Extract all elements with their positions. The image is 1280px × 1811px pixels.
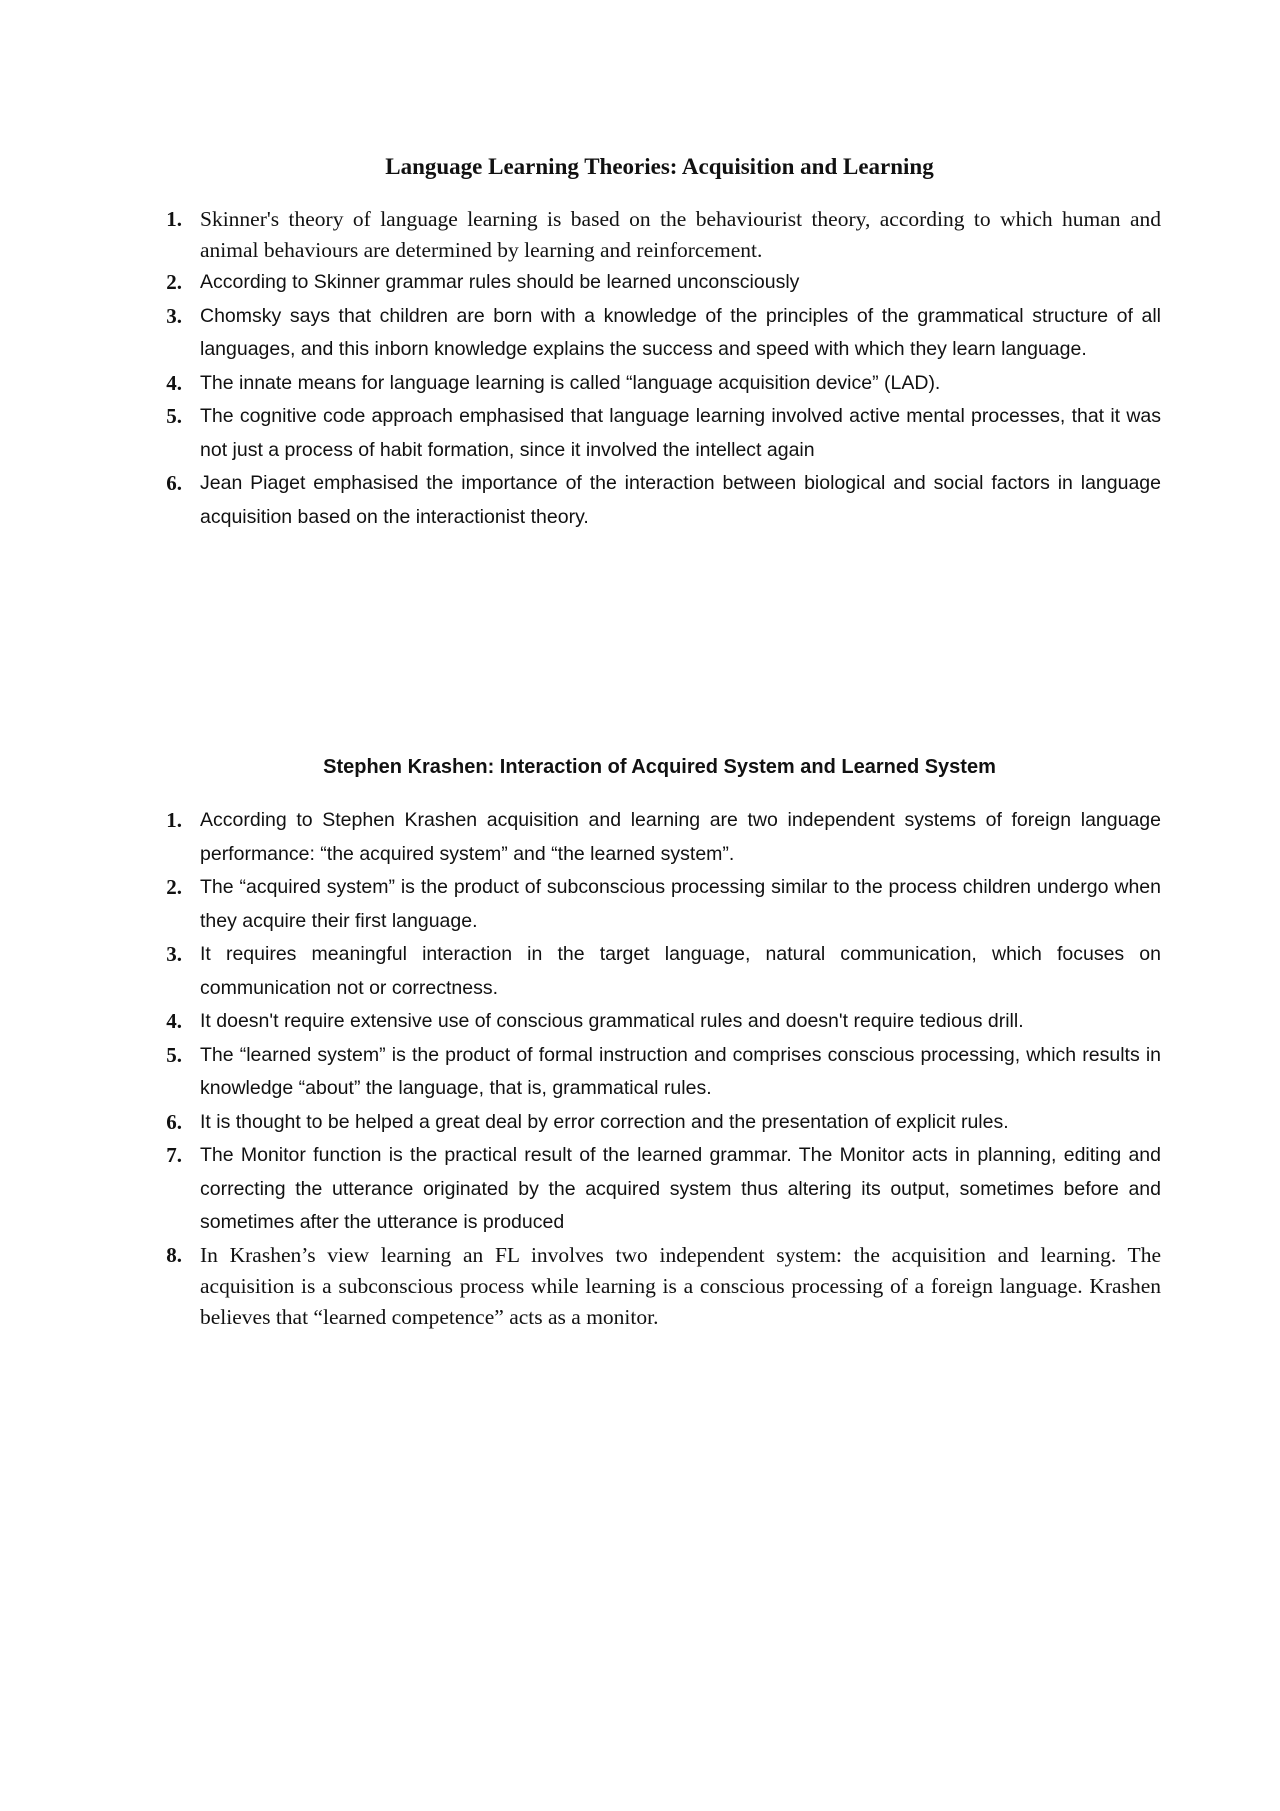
list-number: 4. xyxy=(166,370,182,395)
list-item xyxy=(158,1240,1161,1333)
list-item-text: Skinner's theory of language learning is based on the behaviourist theory, according to which human and animal behaviours are determined by learning and reinforcement. xyxy=(200,207,1161,262)
list-number: 2. xyxy=(166,875,182,899)
list-item-text: In Krashen’s view learning an FL involves two independent system: the acquisition and learning. The acquisition is a subconscious process while learning is a conscious processing of a foreign language. Krashen believes that “learned competence” acts as a monitor. xyxy=(200,1242,1161,1329)
list-item xyxy=(158,300,1161,367)
numbered-list xyxy=(158,204,1161,534)
section-language-learning-theories xyxy=(158,150,1161,534)
list-number: 1. xyxy=(166,207,182,231)
list-item xyxy=(158,467,1161,534)
list-item xyxy=(158,400,1161,467)
list-item xyxy=(158,804,1161,871)
list-item-text: Chomsky says that children are born with a knowledge of the principles of the grammatical structure of all languages, and this inborn knowledge explains the success and speed with which they learn language. xyxy=(200,304,1161,360)
list-number: 6. xyxy=(166,1109,182,1134)
list-number: 5. xyxy=(166,404,182,428)
list-item-text: The “acquired system” is the product of subconscious processing similar to the process children undergo when they acquire their first language. xyxy=(200,876,1161,932)
list-number: 8. xyxy=(166,1242,182,1267)
list-item-text: The “learned system” is the product of formal instruction and comprises conscious processing, which results in knowledge “about” the language, that is, grammatical rules. xyxy=(200,1043,1161,1099)
list-item-text: The Monitor function is the practical result of the learned grammar. The Monitor acts in planning, editing and correcting the utterance originated by the acquired system thus altering its output, sometimes before and sometimes after the utterance is produced xyxy=(200,1144,1161,1233)
list-item-text: The innate means for language learning is called “language acquisition device” (LAD). xyxy=(200,371,941,394)
list-item xyxy=(158,1005,1161,1039)
section-stephen-krashen xyxy=(158,750,1161,1333)
list-number: 2. xyxy=(166,270,182,294)
list-item-text: According to Skinner grammar rules should be learned unconsciously xyxy=(200,271,800,293)
list-number: 1. xyxy=(166,808,182,832)
list-item-text: The cognitive code approach emphasised that language learning involved active mental processes, that it was not just a process of habit formation, since it involved the intellect again xyxy=(200,405,1161,461)
list-number: 5. xyxy=(166,1042,182,1067)
list-item-text: It requires meaningful interaction in the target language, natural communication, which focuses on communication not or correctness. xyxy=(200,943,1161,999)
list-item xyxy=(158,1106,1161,1140)
section-title: Language Learning Theories: Acquisition and Learning xyxy=(385,154,934,179)
list-item xyxy=(158,1039,1161,1106)
list-item xyxy=(158,871,1161,938)
list-item-text: Jean Piaget emphasised the importance of the interaction between biological and social factors in language acquisition based on the interactionist theory. xyxy=(200,472,1161,528)
list-number: 4. xyxy=(166,1009,182,1033)
numbered-list xyxy=(158,804,1161,1333)
list-item xyxy=(158,1139,1161,1240)
section-title: Stephen Krashen: Interaction of Acquired System and Learned System xyxy=(323,756,996,778)
list-item xyxy=(158,266,1161,300)
list-number: 6. xyxy=(166,471,182,495)
list-item xyxy=(158,204,1161,266)
list-item-text: It doesn't require extensive use of conscious grammatical rules and doesn't require tedious drill. xyxy=(200,1010,1024,1032)
list-number: 3. xyxy=(166,303,182,328)
list-number: 7. xyxy=(166,1143,182,1167)
list-item xyxy=(158,367,1161,401)
list-number: 3. xyxy=(166,942,182,966)
list-item xyxy=(158,938,1161,1005)
list-item-text: According to Stephen Krashen acquisition and learning are two independent systems of foreign language performance: “the acquired system” and “the learned system”. xyxy=(200,809,1161,865)
list-item-text: It is thought to be helped a great deal by error correction and the presentation of explicit rules. xyxy=(200,1110,1009,1133)
